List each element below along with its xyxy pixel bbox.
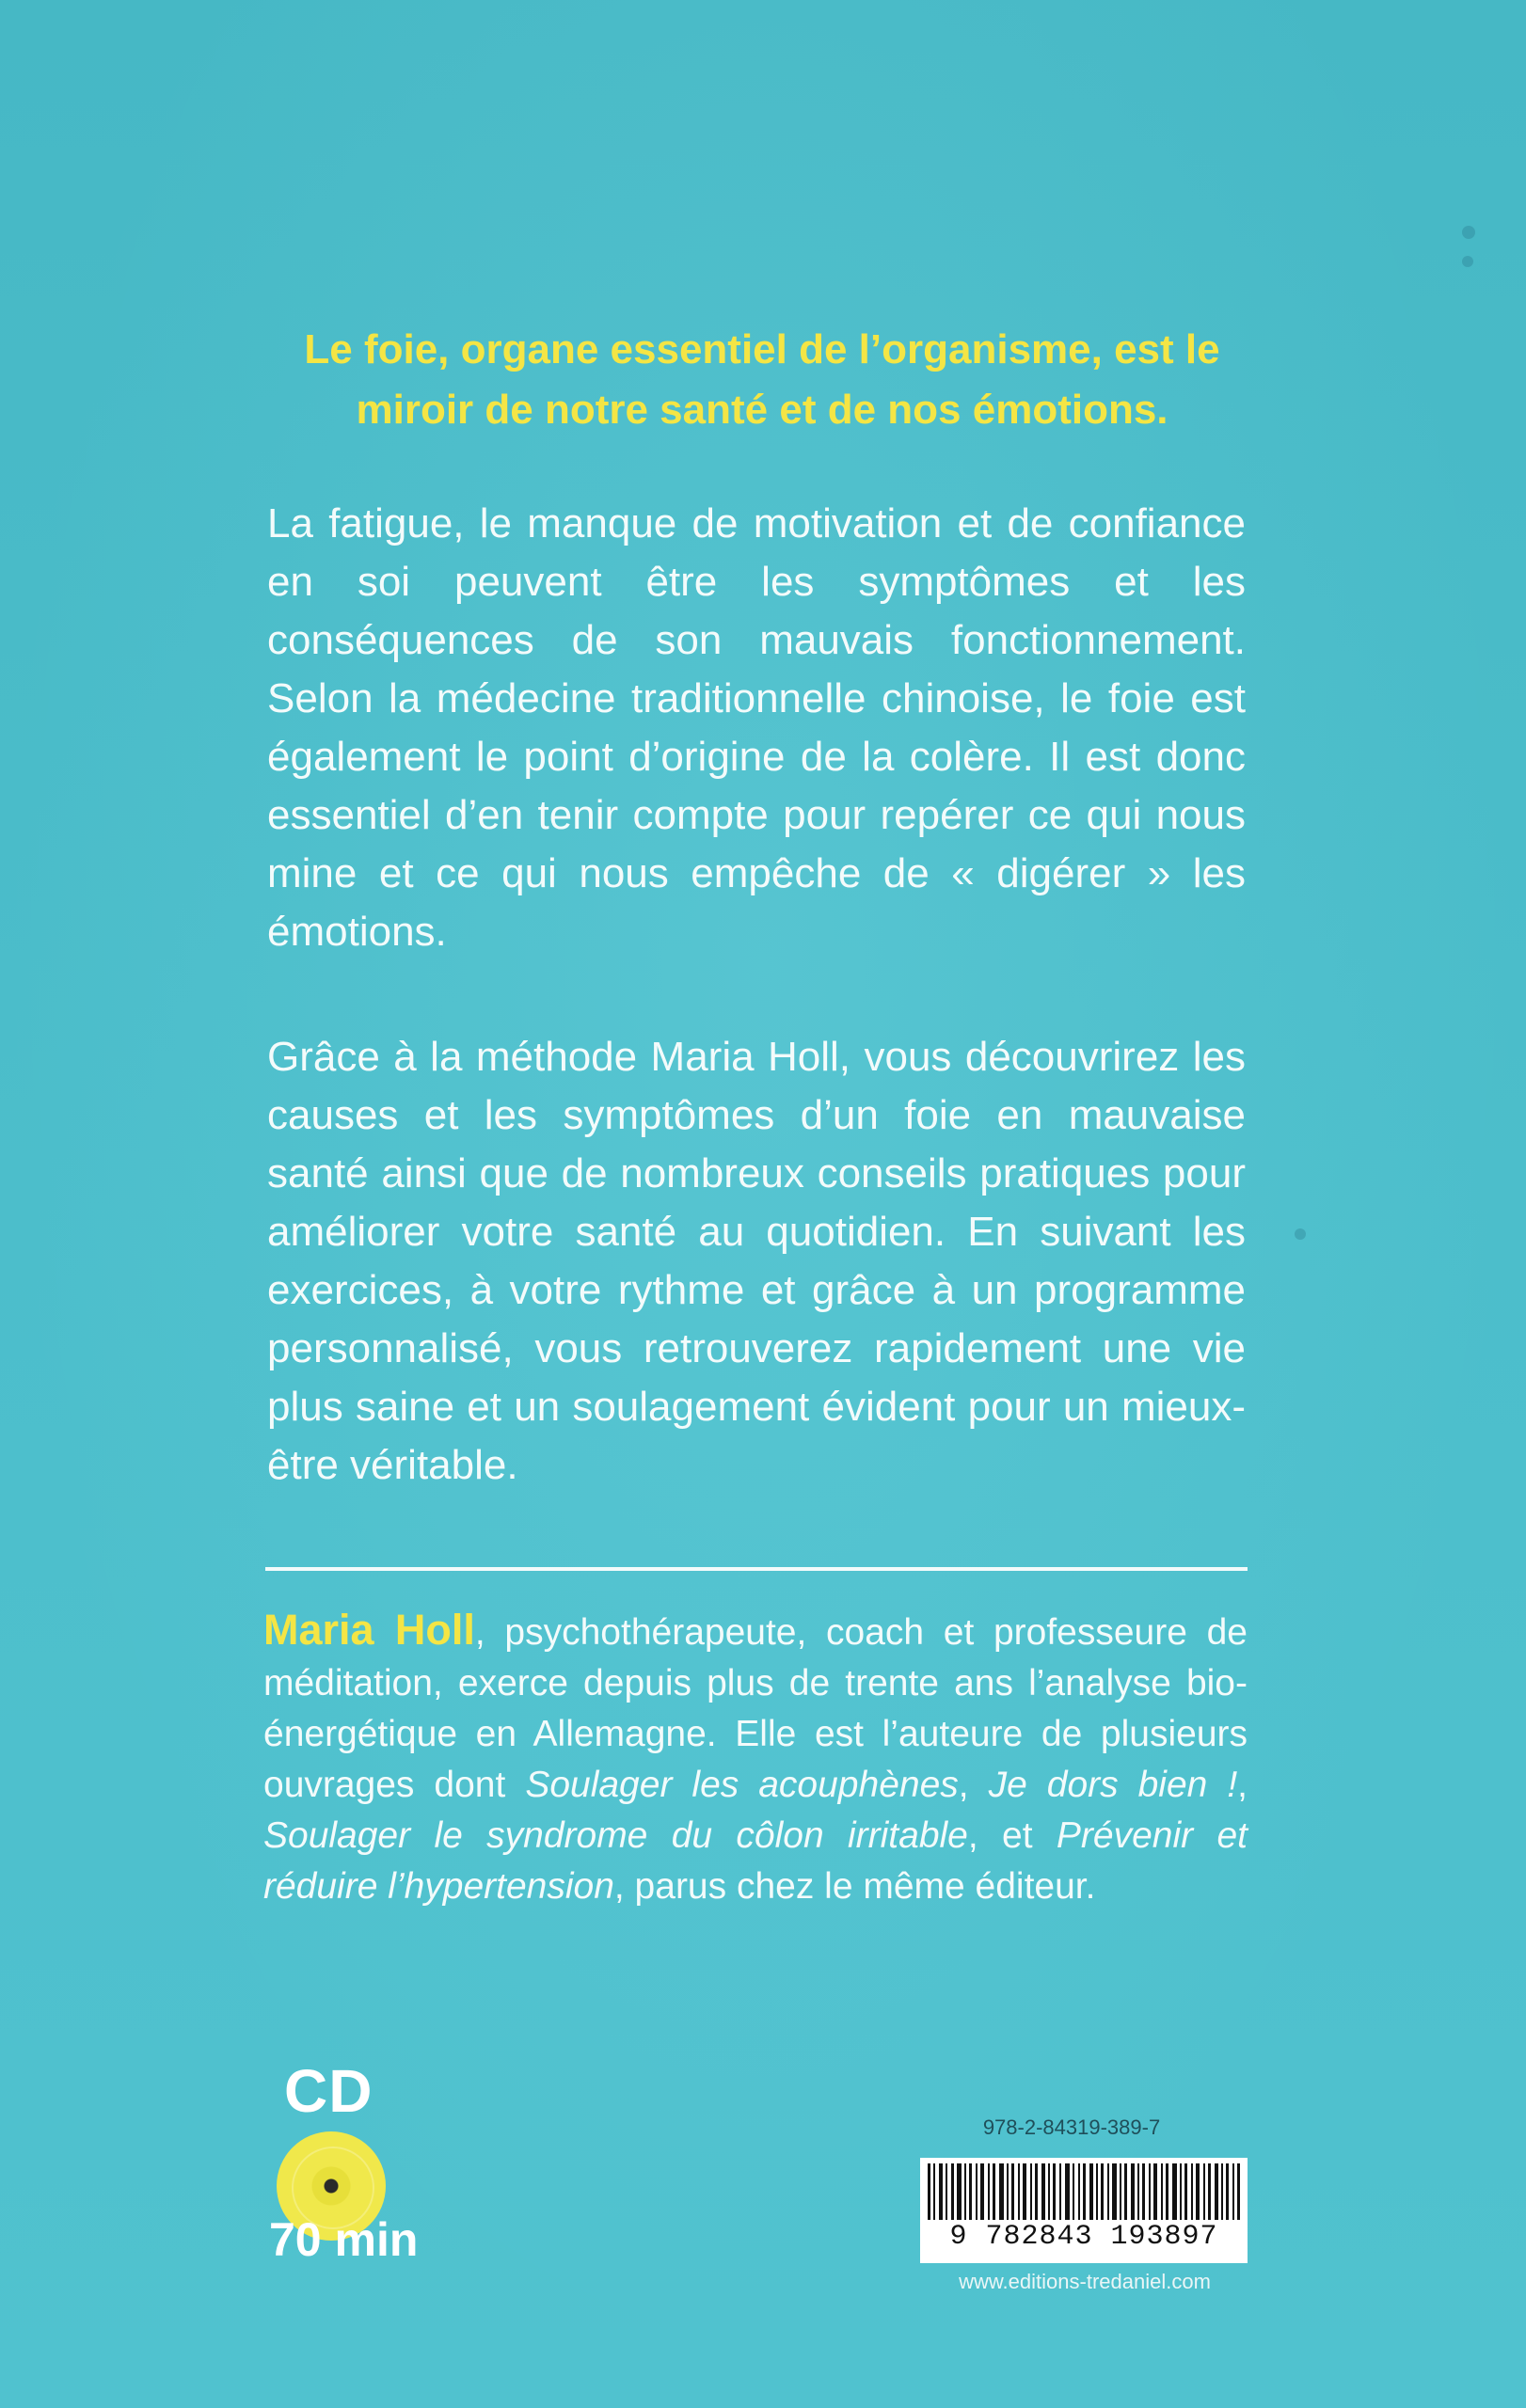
author-bio bbox=[263, 1605, 1248, 1912]
publisher-website[interactable]: www.editions-tredaniel.com bbox=[959, 2270, 1211, 2293]
description-paragraph: La fatigue, le manque de motivation et de confiance en soi peuvent être les symptômes et les conséquences de son mauvais fonctionnement. Selon la médecine traditionnelle chinoise, le foie est également le point d’origine de la colère. Il est donc essentiel d’en tenir compte pour repérer ce qui nous mine et ce qui nous empêche de « digérer » les émotions. bbox=[267, 500, 1246, 955]
bio-text: , parus chez le même éditeur. bbox=[613, 1866, 1096, 1907]
bio-text: , psychothérapeute, coach et professeure de méditation, exerce depuis plus de trente ans l’analyse bio-énergétique en Allemagne. Elle est l’auteure de plusieurs ouvrages dont bbox=[263, 1612, 1248, 1805]
bio-separator: , bbox=[958, 1765, 989, 1805]
cd-duration: 70 min bbox=[269, 2213, 419, 2266]
book-title: Soulager les acouphènes bbox=[525, 1765, 959, 1805]
print-speck bbox=[1462, 226, 1475, 239]
book-title: Je dors bien ! bbox=[988, 1765, 1238, 1805]
description-paragraph: Grâce à la méthode Maria Holl, vous découvrirez les causes et les symptômes d’un foie en mauvaise santé ainsi que de nombreux conseils pratiques pour améliorer votre santé au quotidien. En suivant les exercices, à votre rythme et grâce à un programme personnalisé, vous retrouverez rapidement une vie plus saine et un soulagement évident pour un mieux-être véritable. bbox=[267, 1034, 1246, 1488]
bio-separator: , bbox=[1237, 1765, 1248, 1805]
print-speck bbox=[1462, 256, 1473, 267]
barcode bbox=[920, 2158, 1248, 2263]
headline: Le foie, organe essentiel de l’organisme, est le miroir de notre santé et de nos émotions. bbox=[304, 326, 1220, 433]
barcode-icon bbox=[924, 2163, 1244, 2220]
barcode-digits: 9 782843 193897 bbox=[949, 2221, 1218, 2253]
book-title: Soulager le syndrome du côlon irritable bbox=[263, 1815, 968, 1856]
cd-label: CD bbox=[284, 2057, 374, 2125]
author-name: Maria Holl bbox=[263, 1606, 475, 1654]
print-speck bbox=[1295, 1228, 1306, 1240]
isbn-number: 978-2-84319-389-7 bbox=[982, 2115, 1161, 2139]
book-title: Prévenir et réduire l’hypertension bbox=[263, 1815, 1248, 1907]
bio-separator: , et bbox=[967, 1815, 1057, 1856]
section-divider bbox=[265, 1567, 1248, 1571]
